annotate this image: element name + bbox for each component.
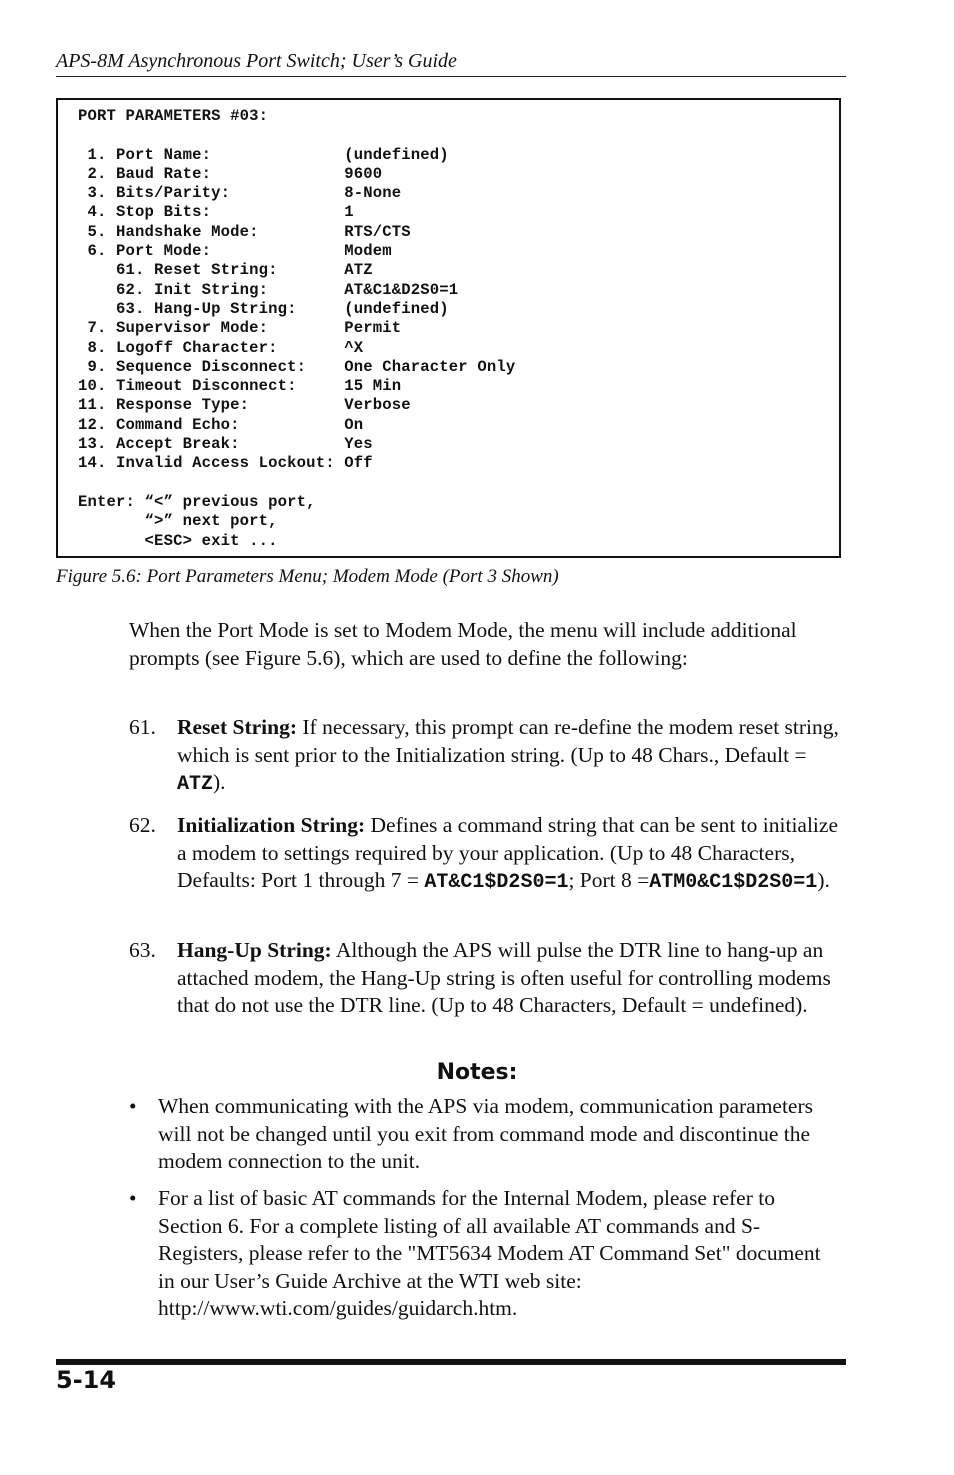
- item-number: 61.: [129, 715, 156, 739]
- item-code: ATM0&C1$D2S0=1: [649, 871, 818, 895]
- intro-paragraph: When the Port Mode is set to Modem Mode, the menu will include additional prompts (see Figure 5.6), which are used to define the following:: [129, 618, 797, 670]
- note-text: For a list of basic AT commands for the Internal Modem, please refer to Section 6. For a complete listing of all available AT commands and S-Registers, please refer to the "MT5634 Modem AT Command Set" document in our User’s Guide Archive at the WTI web site: http://www.wti.com/guides/guidarch.htm.: [158, 1186, 821, 1321]
- item-text: Although the APS will pulse the DTR line to hang-up an attached modem, the Hang-Up string is often useful for controlling modems that do not use the DTR line. (Up to 48 Characters, Default = undefined).: [177, 938, 831, 1018]
- item-term: Hang-Up String:: [177, 938, 332, 962]
- port-parameters-screen-text: PORT PARAMETERS #03: 1. Port Name: (undefined) 2. Baud Rate: 9600 3. Bits/Parity: 8-None 4. Stop Bits: 1 5. Handshake Mode: RTS/CTS 6. Port Mode: Modem 61. Reset String: ATZ 62. Init String: AT&C1&D2S0=1 63. Hang-Up String: (undefined) 7. Supervisor Mode: Permit 8. Logoff Character: ^X 9. Sequence Disconnect: One Character Only 10. Timeout Disconnect: 15 Min 11. Response Type: Verbose 12. Command Echo: On 13. Accept Break: Yes 14. Invalid Access Lockout: Off Enter: “<” previous port, “>” next port, <ESC> exit ...: [78, 107, 516, 550]
- running-header: APS-8M Asynchronous Port Switch; User’s Guide: [56, 50, 457, 72]
- bullet-icon: •: [129, 1186, 137, 1210]
- item-number: 62.: [129, 813, 156, 837]
- item-code: ATZ: [177, 773, 214, 797]
- item-content: [177, 937, 845, 1020]
- item-text: ).: [817, 868, 830, 893]
- page-number: 5-14: [56, 1366, 117, 1394]
- item-code: AT&C1$D2S0=1: [424, 871, 569, 895]
- item-text: ; Port 8 =: [568, 868, 650, 893]
- note-text: When communicating with the APS via modem, communication parameters will not be changed until you exit from command mode and discontinue the modem connection to the unit.: [158, 1094, 814, 1174]
- item-number: 63.: [129, 938, 156, 962]
- bullet-icon: •: [129, 1094, 137, 1118]
- item-content: [177, 812, 845, 897]
- item-text: If necessary, this prompt can re-define the modem reset string, which is sent prior to the Initialization string. (Up to 48 Chars., Default =: [177, 715, 839, 767]
- footer-rule: [56, 1359, 846, 1365]
- item-term: Initialization String:: [177, 813, 366, 837]
- item-term: Reset String:: [177, 715, 298, 739]
- item-content: [177, 714, 845, 799]
- notes-heading: Notes:: [436, 1060, 518, 1085]
- item-text: ).: [213, 770, 226, 795]
- figure-caption: Figure 5.6: Port Parameters Menu; Modem Mode (Port 3 Shown): [56, 566, 559, 587]
- port-parameters-screen: [56, 98, 841, 558]
- header-rule: [56, 76, 846, 77]
- item-text: Defines a command string that can be sent to initialize a modem to settings required by your application. (Up to 48 Characters, Defaults: Port 1 through 7 =: [177, 813, 838, 893]
